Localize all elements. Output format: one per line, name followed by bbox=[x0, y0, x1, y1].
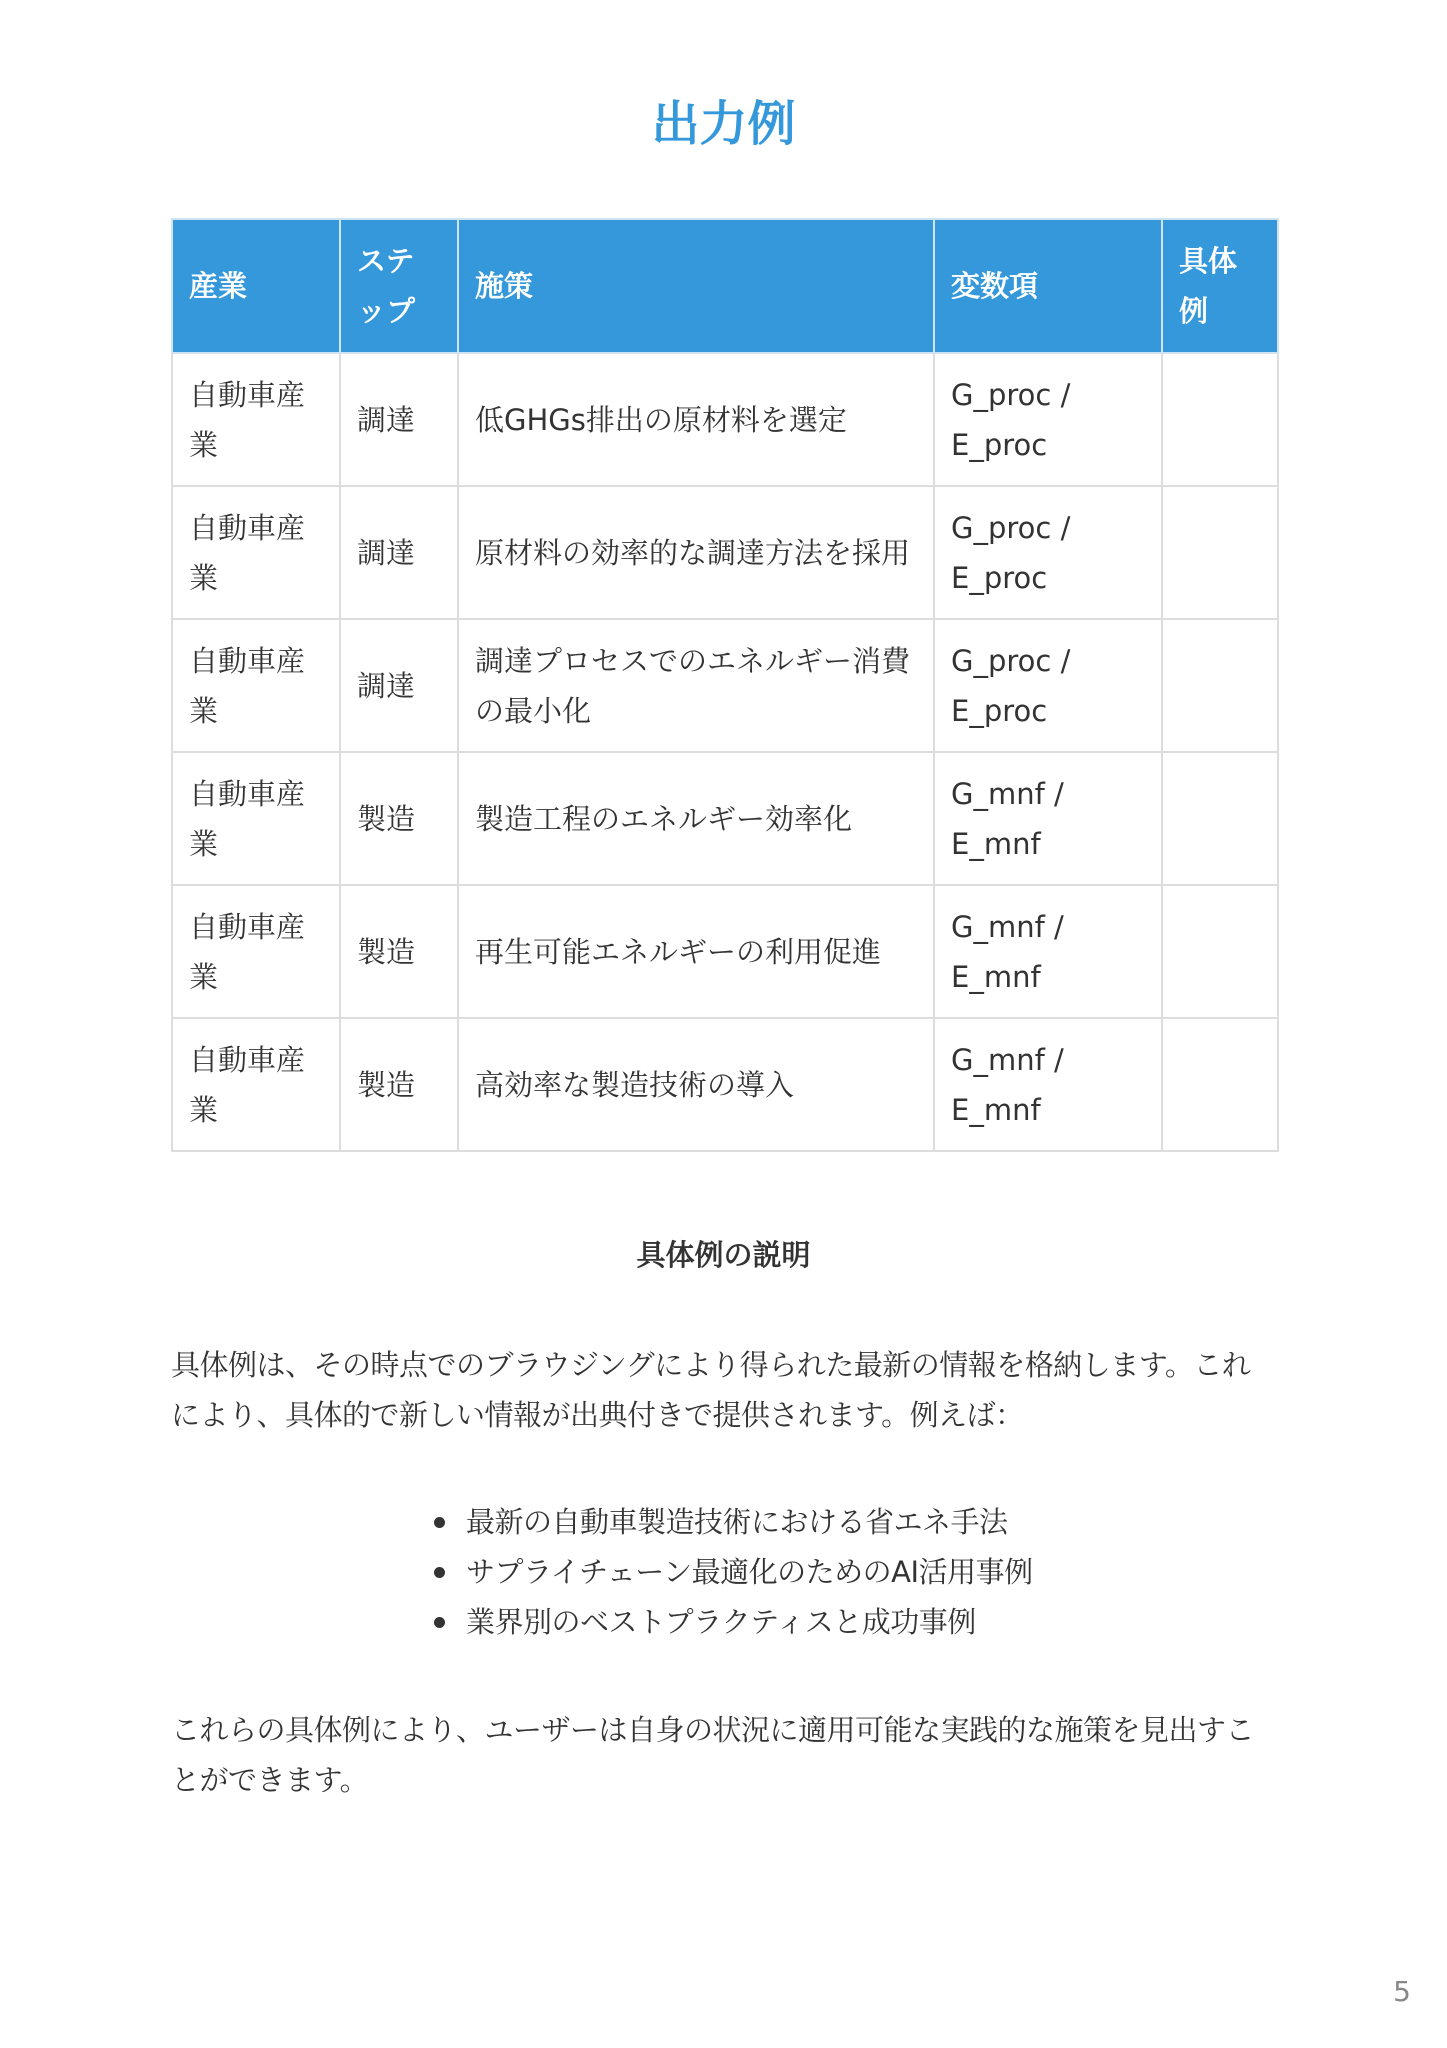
cell-example bbox=[1162, 752, 1278, 885]
cell-step: 製造 bbox=[340, 885, 458, 1018]
bullet-icon bbox=[434, 1517, 445, 1528]
cell-industry: 自動車産業 bbox=[172, 752, 340, 885]
page-title: 出力例 bbox=[651, 96, 796, 152]
header-step: ステップ bbox=[340, 219, 458, 353]
bullet-icon bbox=[434, 1567, 445, 1578]
cell-step: 製造 bbox=[340, 752, 458, 885]
conclusion-paragraph: これらの具体例により、ユーザーは自身の状況に適用可能な実践的な施策を見出すことができます。 bbox=[171, 1713, 1255, 1797]
header-measure: 施策 bbox=[458, 219, 934, 353]
list-item-text: 業界別のベストプラクティスと成功事例 bbox=[466, 1605, 976, 1639]
cell-industry: 自動車産業 bbox=[172, 486, 340, 619]
table-row bbox=[172, 619, 1278, 752]
cell-step: 製造 bbox=[340, 1018, 458, 1151]
list-item bbox=[430, 1597, 1033, 1647]
cell-variable: G_mnf / E_mnf bbox=[934, 885, 1162, 1018]
table-row bbox=[172, 1018, 1278, 1151]
cell-step: 調達 bbox=[340, 353, 458, 486]
cell-example bbox=[1162, 619, 1278, 752]
cell-industry: 自動車産業 bbox=[172, 619, 340, 752]
table-row bbox=[172, 752, 1278, 885]
cell-industry: 自動車産業 bbox=[172, 353, 340, 486]
cell-example bbox=[1162, 353, 1278, 486]
cell-example bbox=[1162, 885, 1278, 1018]
section-heading: 具体例の説明 bbox=[636, 1238, 811, 1272]
header-variable: 変数項 bbox=[934, 219, 1162, 353]
cell-example bbox=[1162, 486, 1278, 619]
cell-variable: G_mnf / E_mnf bbox=[934, 752, 1162, 885]
cell-industry: 自動車産業 bbox=[172, 1018, 340, 1151]
list-item-text: サプライチェーン最適化のためのAI活用事例 bbox=[466, 1555, 1033, 1589]
table-header-row bbox=[172, 219, 1278, 353]
cell-variable: G_proc / E_proc bbox=[934, 353, 1162, 486]
cell-measure: 低GHGs排出の原材料を選定 bbox=[458, 353, 934, 486]
list-item-text: 最新の自動車製造技術における省エネ手法 bbox=[466, 1505, 1008, 1539]
page-number: 5 bbox=[1393, 1975, 1411, 2008]
cell-variable: G_mnf / E_mnf bbox=[934, 1018, 1162, 1151]
header-industry: 産業 bbox=[172, 219, 340, 353]
cell-measure: 調達プロセスでのエネルギー消費の最小化 bbox=[458, 619, 934, 752]
cell-variable: G_proc / E_proc bbox=[934, 619, 1162, 752]
bullet-icon bbox=[434, 1617, 445, 1628]
list-item bbox=[430, 1497, 1033, 1547]
example-list bbox=[430, 1497, 1033, 1647]
cell-measure: 原材料の効率的な調達方法を採用 bbox=[458, 486, 934, 619]
output-table bbox=[171, 218, 1279, 1152]
table-row bbox=[172, 486, 1278, 619]
cell-variable: G_proc / E_proc bbox=[934, 486, 1162, 619]
cell-measure: 再生可能エネルギーの利用促進 bbox=[458, 885, 934, 1018]
table-row bbox=[172, 885, 1278, 1018]
intro-paragraph: 具体例は、その時点でのブラウジングにより得られた最新の情報を格納します。これにより、具体的で新しい情報が出典付きで提供されます。例えば： bbox=[171, 1348, 1251, 1432]
cell-example bbox=[1162, 1018, 1278, 1151]
cell-industry: 自動車産業 bbox=[172, 885, 340, 1018]
table-row bbox=[172, 353, 1278, 486]
list-item bbox=[430, 1547, 1033, 1597]
cell-step: 調達 bbox=[340, 486, 458, 619]
cell-measure: 高効率な製造技術の導入 bbox=[458, 1018, 934, 1151]
cell-step: 調達 bbox=[340, 619, 458, 752]
header-example: 具体例 bbox=[1162, 219, 1278, 353]
cell-measure: 製造工程のエネルギー効率化 bbox=[458, 752, 934, 885]
